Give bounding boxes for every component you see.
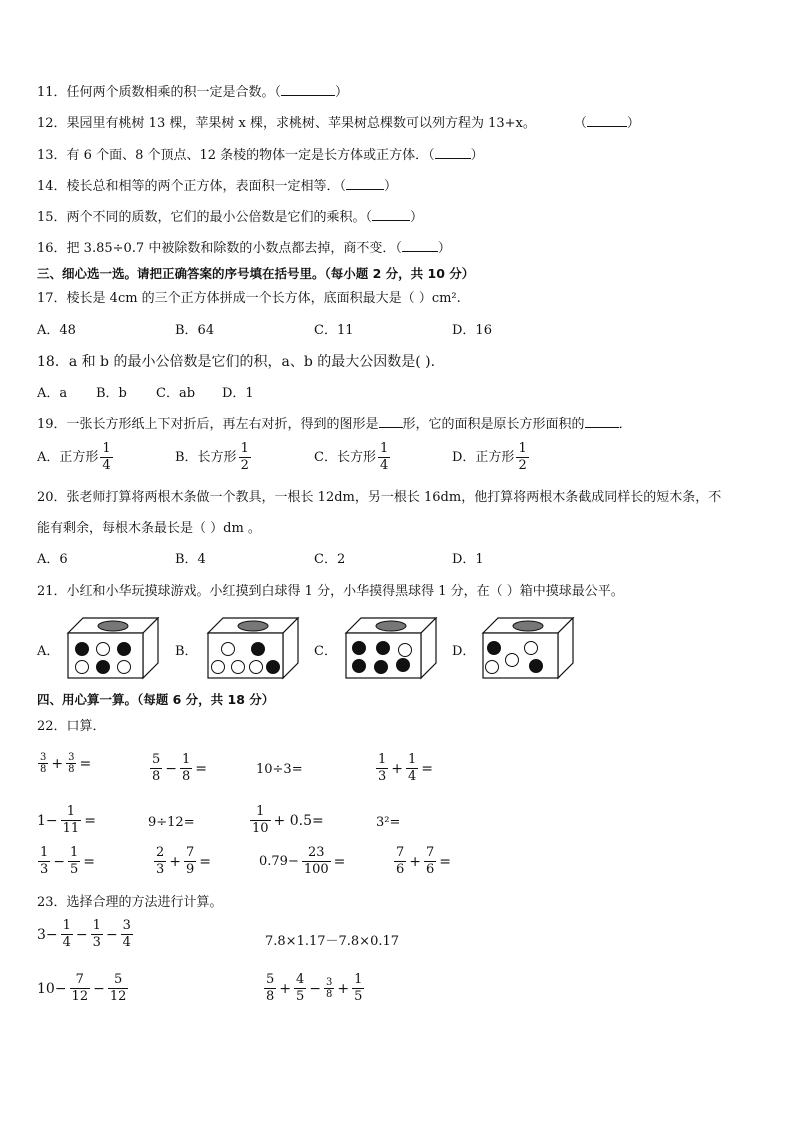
- section-heading-3: 三、细心选一选。请把正确答案的序号填在括号里。（每小题 2 分，共 10 分）: [37, 266, 475, 281]
- mental-calc-expression: 9÷12=: [148, 815, 195, 830]
- option-c[interactable]: C．2: [314, 552, 346, 567]
- fraction: $\frac{1}{2}$: [518, 441, 527, 473]
- question-19: [37, 415, 632, 434]
- answer-blank[interactable]: [379, 415, 403, 428]
- question-17: 17．棱长是 4cm 的三个正方体拼成一个长方体，底面积最大是（ ）cm².: [37, 291, 461, 306]
- option-a[interactable]: A．6: [37, 552, 68, 567]
- question-21: 21．小红和小华玩摸球游戏。小红摸到白球得 1 分，小华摸得黑球得 1 分，在（ ）箱中摸球最公平。: [37, 584, 624, 599]
- mental-calc-expression: $\frac{5}{8}$ − $\frac{1}{8}$ =: [152, 752, 208, 784]
- question-text: 形，它的面积是原长方形面积的: [402, 417, 585, 432]
- option-d[interactable]: D．1: [452, 552, 484, 567]
- mental-calc-expression: 10÷3=: [256, 762, 303, 777]
- option-d[interactable]: D．16: [452, 323, 492, 338]
- option-d[interactable]: [452, 441, 531, 474]
- mental-calc-expression: $\frac{7}{6}$ + $\frac{7}{6}$ =: [396, 845, 452, 877]
- question-11: [37, 83, 348, 102]
- question-22: 22．口算．: [37, 719, 106, 734]
- paren-close: ）: [384, 179, 398, 194]
- option-c[interactable]: C．11: [314, 323, 354, 338]
- section-heading-4: 四、用心算一算。（每题 6 分，共 18 分）: [37, 692, 275, 707]
- question-13: [37, 146, 484, 165]
- answer-blank[interactable]: [435, 146, 471, 159]
- option-b[interactable]: B．64: [175, 323, 215, 338]
- mental-calc-expression: 0.79− $\frac{23}{100}$ =: [259, 845, 346, 877]
- answer-blank[interactable]: [585, 415, 619, 428]
- question-20-line1: 20．张老师打算将两根木条做一个教具，一根长 12dm，另一根长 16dm，他打算将两根木条截成同样长的短木条，不: [37, 490, 722, 505]
- question-text: 16．把 3.85÷0.7 中被除数和除数的小数点都去掉，商不变．（: [37, 241, 402, 256]
- answer-blank[interactable]: [402, 239, 438, 252]
- option-d[interactable]: D．1: [222, 386, 254, 401]
- option-label: A．正方形: [37, 449, 99, 465]
- option-c[interactable]: C．: [314, 644, 337, 659]
- option-b[interactable]: B．: [175, 644, 198, 659]
- question-12: [37, 114, 640, 133]
- answer-blank[interactable]: [281, 83, 335, 96]
- question-16: [37, 239, 451, 258]
- option-c[interactable]: C．ab: [156, 386, 196, 401]
- ball-box-a[interactable]: [63, 617, 163, 681]
- question-text: 13．有 6 个面、8 个顶点、12 条棱的物体一定是长方体或正方体．（: [37, 148, 435, 163]
- paren-close: ）: [470, 148, 484, 163]
- calc-expression: $\frac{5}{8}$ + $\frac{4}{5}$ − $\frac{3}{8}$ + $\frac{1}{5}$: [266, 972, 363, 1004]
- fraction: $\frac{1}{4}$: [102, 441, 111, 473]
- calc-expression: 10− $\frac{7}{12}$ − $\frac{5}{12}$: [37, 972, 127, 1004]
- option-a[interactable]: [37, 441, 115, 474]
- option-c[interactable]: [314, 441, 392, 474]
- answer-blank[interactable]: [587, 114, 627, 127]
- question-15: [37, 208, 423, 227]
- option-b[interactable]: B．4: [175, 552, 206, 567]
- paren-close: ）: [626, 116, 640, 131]
- paren-close: ）: [410, 210, 424, 225]
- ball-box-b[interactable]: [203, 617, 303, 681]
- question-text: 15．两个不同的质数，它们的最小公倍数是它们的乘积。（: [37, 210, 373, 225]
- question-text: 11．任何两个质数相乘的积一定是合数。（: [37, 85, 282, 100]
- option-b[interactable]: [175, 441, 253, 474]
- question-20-line2: 能有剩余，每根木条最长是（ ）dm 。: [37, 521, 261, 536]
- answer-blank[interactable]: [346, 177, 384, 190]
- paren-close: ）: [437, 241, 451, 256]
- question-14: [37, 177, 397, 196]
- ball-box-c[interactable]: [341, 617, 441, 681]
- mental-calc-expression: $\frac{1}{10}$ + 0.5=: [252, 804, 324, 836]
- question-text: 12．果园里有桃树 13 棵，苹果树 x 棵，求桃树、苹果树总棵数可以列方程为 13+x。: [37, 116, 536, 131]
- fraction: $\frac{1}{2}$: [240, 441, 249, 473]
- ball-box-d[interactable]: [478, 617, 578, 681]
- option-a[interactable]: A．: [37, 644, 60, 659]
- mental-calc-expression: $\frac{1}{3}$ − $\frac{1}{5}$ =: [40, 845, 96, 877]
- calc-expression: 7.8×1.17－7.8×0.17: [265, 934, 400, 949]
- mental-calc-expression: 3²=: [376, 815, 401, 830]
- question-18: 18．a 和 b 的最小公倍数是它们的积，a、b 的最大公因数是( ).: [37, 354, 436, 370]
- answer-blank[interactable]: [372, 208, 410, 221]
- option-label: C．长方形: [314, 449, 376, 465]
- option-label: D．正方形: [452, 449, 515, 465]
- option-a[interactable]: A．48: [37, 323, 76, 338]
- option-b[interactable]: B．b: [96, 386, 127, 401]
- mental-calc-expression: $\frac{3}{8}$ + $\frac{3}{8}$ =: [40, 752, 92, 775]
- mental-calc-expression: $\frac{2}{3}$ + $\frac{7}{9}$ =: [156, 845, 212, 877]
- calc-expression: 3− $\frac{1}{4}$ − $\frac{1}{3}$ − $\frac{3}{4}$: [37, 918, 131, 950]
- option-d[interactable]: D．: [452, 644, 476, 659]
- fraction: $\frac{1}{4}$: [379, 441, 389, 473]
- paren-close: ）: [335, 85, 349, 100]
- question-text: 14．棱长总和相等的两个正方体，表面积一定相等．（: [37, 179, 347, 194]
- question-text: 19．一张长方形纸上下对折后，再左右对折，得到的图形是: [37, 417, 379, 432]
- period: ．: [618, 417, 632, 432]
- option-a[interactable]: A．a: [37, 386, 68, 401]
- option-label: B．长方形: [175, 449, 237, 465]
- mental-calc-expression: 1− $\frac{1}{11}$ =: [37, 804, 96, 836]
- mental-calc-expression: $\frac{1}{3}$ + $\frac{1}{4}$ =: [378, 752, 434, 784]
- question-23: 23．选择合理的方法进行计算。: [37, 895, 223, 910]
- paren-open: （: [573, 116, 587, 131]
